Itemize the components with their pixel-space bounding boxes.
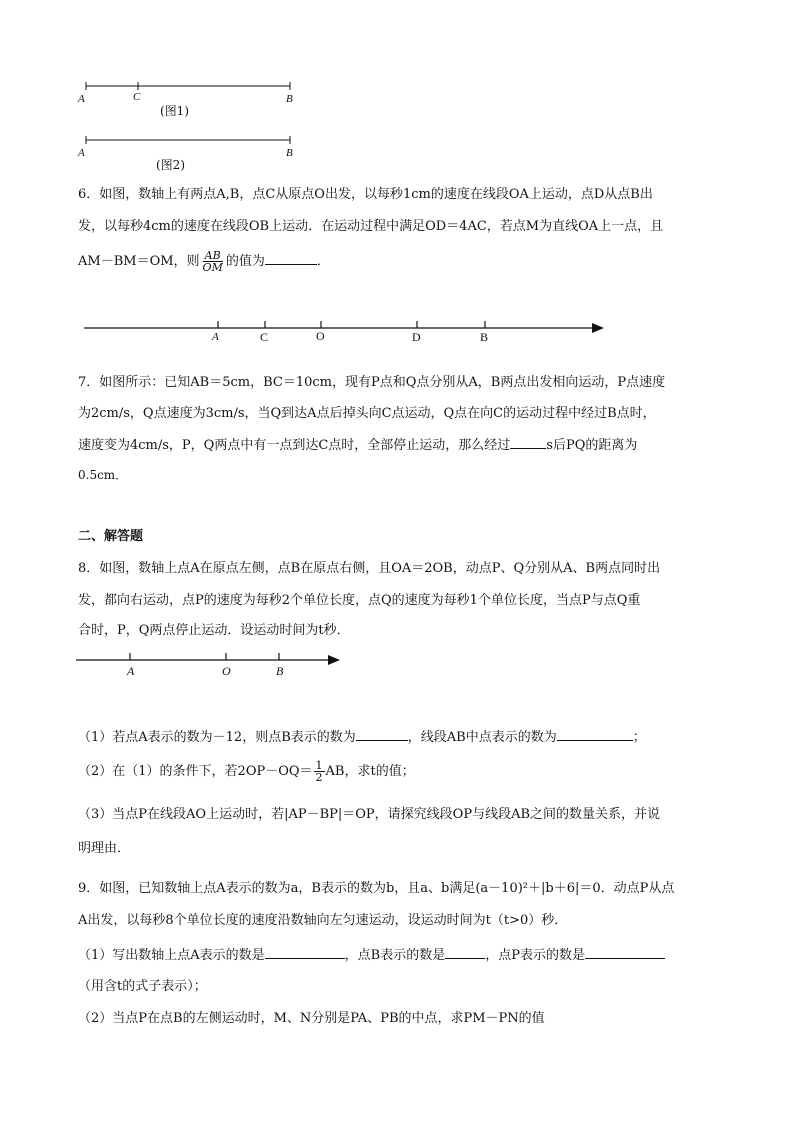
q6-axis-d: D <box>412 330 421 344</box>
q7-line-3 <box>78 436 637 455</box>
q9-part-1-mid1: ，点B表示的数是 <box>344 948 446 963</box>
q6-fraction-den: OM <box>202 261 223 274</box>
fig2-caption: (图2) <box>156 158 185 172</box>
q6-line-3-end: ． <box>316 254 330 269</box>
q9-part-2: （2）当点P在点B的左侧运动时，M、N分别是PA、PB的中点，求PM－PN的值 <box>78 1011 545 1026</box>
q6-line-3-post: 的值为 <box>225 254 265 269</box>
q9-blank-p[interactable] <box>585 946 665 959</box>
q9-line-2: A出发，以每秒8个单位长度的速度沿数轴向左匀速运动，设运动时间为t（t>0）秒． <box>78 913 568 928</box>
q8-part-1-mid: ，线段AB中点表示的数为 <box>407 730 557 745</box>
q8-line-1: 8．如图，数轴上点A在原点左侧，点B在原点右侧，且OA＝2OB，动点P、Q分别从A、B两点同时出 <box>78 561 661 576</box>
q8-part-2-post: AB，求t的值； <box>325 764 415 779</box>
q6-axis-b: B <box>480 330 489 344</box>
fig2-label-b: B <box>286 147 293 159</box>
q6-axis-c: C <box>260 330 269 344</box>
q6-line-1: 6．如图，数轴上有两点A,B，点C从原点O出发，以每秒1cm的速度在线段OA上运动，点D从点B出 <box>78 187 653 202</box>
figure-2-segment <box>80 134 300 154</box>
figure-1-segment <box>80 80 300 100</box>
q8-part-2-pre: （2）在（1）的条件下，若2OP－OQ＝ <box>78 764 313 779</box>
q8-axis-a: A <box>127 664 135 678</box>
q6-line-3 <box>78 250 330 273</box>
q9-blank-b[interactable] <box>445 946 485 959</box>
q6-line-2: 发，以每秒4cm的速度在线段OB上运动．在运动过程中满足OD＝4AC，若点M为直线OA上一点，且 <box>78 219 664 234</box>
q7-line-2: 为2cm/s，Q点速度为3cm/s，当Q到达A点后掉头向C点运动，Q点在向C的运动过程中经过B点时， <box>78 406 656 421</box>
q6-axis-o: O <box>316 329 325 343</box>
q9-part-1 <box>78 946 665 965</box>
fig1-label-a: A <box>78 93 85 105</box>
fig1-label-c: C <box>133 91 141 103</box>
q8-part-1 <box>78 728 646 747</box>
q9-part-1-mid2: ，点P表示的数是 <box>485 948 585 963</box>
q6-line-3-pre: AM－BM＝OM，则 <box>78 254 200 269</box>
q8-part-3-line-2: 明理由． <box>78 841 131 856</box>
q6-number-line <box>80 318 610 338</box>
q9-line-1: 9．如图，已知数轴上点A表示的数为a，B表示的数为b，且a、b满足(a－10)²＋|b＋6|＝0．动点P从点 <box>78 881 675 896</box>
q6-axis-a: A <box>212 331 219 343</box>
section-title: 二、解答题 <box>78 529 144 544</box>
q8-number-line <box>74 650 344 670</box>
q9-part-1-line-2: （用含t的式子表示）； <box>78 979 207 994</box>
q8-part-2-fraction <box>314 760 325 783</box>
q8-part-2 <box>78 760 415 783</box>
q6-fraction <box>201 250 225 273</box>
fig2-label-a: A <box>78 147 85 159</box>
q8-axis-b: B <box>276 664 284 678</box>
q9-blank-a[interactable] <box>265 946 345 959</box>
q6-fraction-num: AB <box>204 249 221 262</box>
q7-line-4: 0.5cm． <box>78 468 128 482</box>
q7-answer-blank[interactable] <box>510 436 546 449</box>
q9-part-1-pre: （1）写出数轴上点A表示的数是 <box>78 948 265 963</box>
q8-line-3: 合时，P，Q两点停止运动．设运动时间为t秒． <box>78 623 350 638</box>
q8-part-1-end: ； <box>632 730 646 745</box>
q7-line-1: 7．如图所示：已知AB＝5cm，BC＝10cm，现有P点和Q点分别从A，B两点出发相向运动，P点速度 <box>78 375 666 390</box>
q6-answer-blank[interactable] <box>265 252 317 265</box>
fig1-label-b: B <box>286 93 293 105</box>
q8-part-1-pre: （1）若点A表示的数为－12，则点B表示的数为 <box>78 730 356 745</box>
q7-line-3-post: s后PQ的距离为 <box>546 438 638 453</box>
q8-part-1-blank-mid[interactable] <box>557 728 633 741</box>
fig1-caption: (图1) <box>160 104 189 118</box>
q8-part-2-den: 2 <box>315 771 323 784</box>
q7-line-3-pre: 速度变为4cm/s，P，Q两点中有一点到达C点时，全部停止运动，那么经过 <box>78 438 511 453</box>
q8-part-2-num: 1 <box>315 759 323 772</box>
q8-part-1-blank-b[interactable] <box>356 728 408 741</box>
q8-part-3-line-1: （3）当点P在线段AO上运动时，若|AP－BP|＝OP，请探究线段OP与线段AB之间的数量关系，并说 <box>78 807 661 822</box>
q8-line-2: 发，都向右运动，点P的速度为每秒2个单位长度，点Q的速度为每秒1个单位长度，当点P与点Q重 <box>78 593 641 608</box>
q8-axis-o: O <box>222 664 231 678</box>
